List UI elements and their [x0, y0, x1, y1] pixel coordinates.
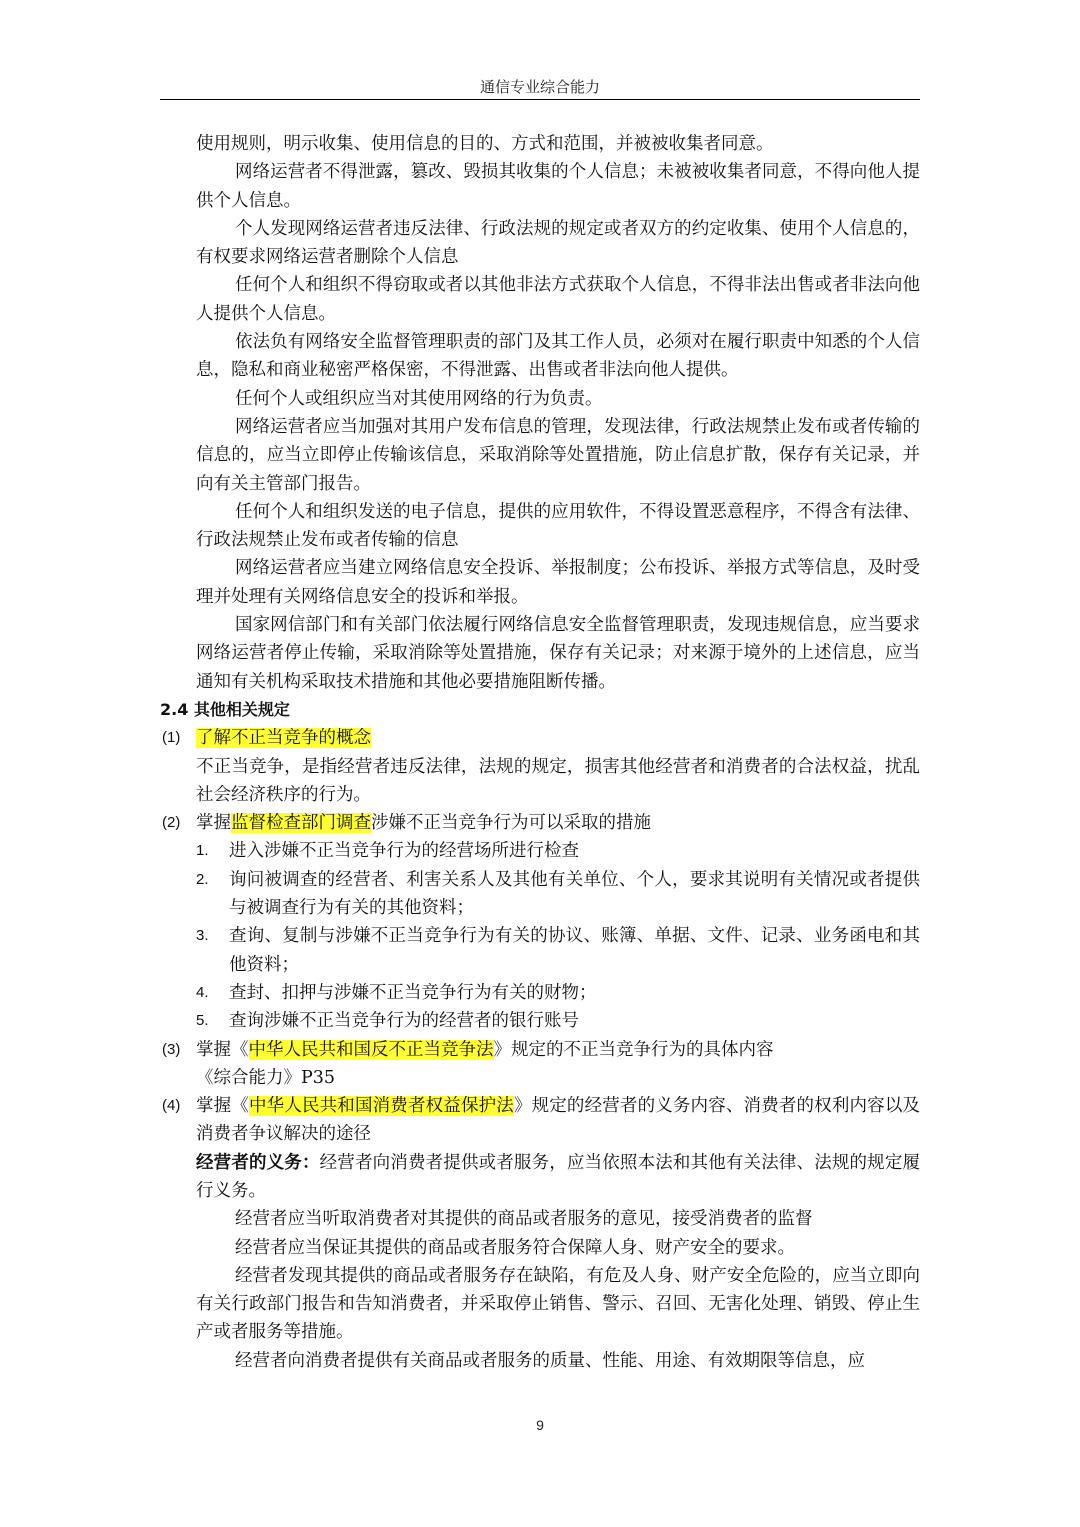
header-rule	[160, 99, 920, 100]
sub-item-number: 4.	[196, 983, 209, 1001]
item-text: 掌握《	[196, 1096, 249, 1117]
sub-list-item	[160, 922, 920, 979]
paragraph: 使用规则，明示收集、使用信息的目的、方式和范围，并被被收集者同意。	[196, 134, 774, 154]
paragraph: 经营者应当保证其提供的商品或者服务符合保障人身、财产安全的要求。	[235, 1237, 795, 1258]
section-title: 其他相关规定	[193, 699, 290, 719]
paragraph: 任何个人或组织应当对其使用网络的行为负责。	[235, 388, 603, 409]
sub-item-text: 进入涉嫌不正当竞争行为的经营场所进行检查	[229, 841, 579, 862]
paragraph: 不正当竞争，是指经营者违反法律，法规的规定，损害其他经营者和消费者的合法权益，扰乱社会经济秩序的行为。	[196, 756, 920, 805]
list-item-4	[160, 1092, 920, 1149]
item-text: 掌握	[196, 813, 231, 834]
paragraph-text: 经营者向消费者提供或者服务，应当依照本法和其他有关法律、法规的规定履行义务。	[196, 1152, 921, 1201]
sub-item-text: 查询涉嫌不正当竞争行为的经营者的银行账号	[229, 1011, 579, 1032]
paragraph: 个人发现网络运营者违反法律、行政法规的规定或者双方的约定收集、使用个人信息的，有权要求网络运营者删除个人信息	[196, 218, 920, 268]
document-body	[160, 130, 920, 1375]
paragraph: 国家网信部门和有关部门依法履行网络信息安全监督管理职责，发现违规信息，应当要求网络运营者停止传输，采取消除等处置措施，保存有关记录；对来源于境外的上述信息，应当通知有关机构采取技术措施和其他必要措施阻断传播。	[196, 615, 920, 692]
item-text: 》规定的经营者的义务内容、消费者的权利内容以及消费者争议解决的途径	[196, 1096, 921, 1145]
sub-item-number: 3.	[196, 927, 209, 945]
reference-text: 《综合能力》P35	[196, 1067, 336, 1088]
paragraph: 网络运营者应当建立网络信息安全投诉、举报制度；公布投诉、举报方式等信息，及时受理并处理有关网络信息安全的投诉和举报。	[196, 558, 920, 607]
sub-list-item	[160, 866, 920, 923]
section-heading	[160, 696, 920, 724]
sub-item-text: 查询、复制与涉嫌不正当竞争行为有关的协议、账簿、单据、文件、记录、业务函电和其他资料；	[229, 926, 920, 975]
item-number: (3)	[162, 1040, 181, 1058]
item-text: 掌握《	[196, 1039, 249, 1060]
item-number: (4)	[162, 1097, 181, 1115]
section-number: 2.4	[160, 699, 189, 719]
sub-item-text: 查封、扣押与涉嫌不正当竞争行为有关的财物；	[229, 982, 597, 1003]
sub-item-number: 1.	[196, 842, 209, 860]
page-header: 通信专业综合能力	[479, 78, 600, 96]
sub-item-number: 5.	[196, 1012, 209, 1030]
item-number: (1)	[162, 729, 181, 747]
sub-list-item	[160, 837, 920, 865]
page-number: 9	[536, 1417, 544, 1433]
paragraph	[160, 1149, 920, 1206]
item-text: 涉嫌不正当竞争行为可以采取的措施	[371, 813, 651, 834]
paragraph: 任何个人和组织不得窃取或者以其他非法方式获取个人信息，不得非法出售或者非法向他人提供个人信息。	[196, 275, 920, 324]
highlighted-text: 监督检查部门调查	[231, 813, 371, 834]
highlighted-text: 中华人民共和国反不正当竞争法	[248, 1039, 494, 1060]
sub-item-number: 2.	[196, 870, 209, 888]
paragraph: 依法负有网络安全监督管理职责的部门及其工作人员，必须对在履行职责中知悉的个人信息，隐私和商业秘密严格保密，不得泄露、出售或者非法向他人提供。	[196, 332, 920, 381]
list-item-2	[160, 809, 920, 837]
paragraph: 经营者应当听取消费者对其提供的商品或者服务的意见，接受消费者的监督	[235, 1209, 813, 1230]
highlighted-text: 中华人民共和国消费者权益保护法	[249, 1096, 514, 1117]
paragraph: 经营者发现其提供的商品或者服务存在缺陷，有危及人身、财产安全危险的，应当立即向有关行政部门报告和告知消费者，并采取停止销售、警示、召回、无害化处理、销毁、停止生产或者服务等措施。	[196, 1265, 920, 1343]
highlighted-text: 了解不正当竞争的概念	[196, 728, 371, 749]
list-item-3	[160, 1036, 920, 1064]
sub-list-item	[160, 979, 920, 1007]
paragraph: 经营者向消费者提供有关商品或者服务的质量、性能、用途、有效期限等信息，应	[235, 1350, 865, 1371]
sub-list-item	[160, 1007, 920, 1035]
paragraph: 网络运营者不得泄露，篡改、毁损其收集的个人信息；未被被收集者同意，不得向他人提供个人信息。	[196, 162, 920, 211]
bold-label: 经营者的义务：	[196, 1152, 320, 1173]
list-item-1	[160, 724, 920, 752]
item-text: 》规定的不正当竞争行为的具体内容	[493, 1039, 774, 1060]
item-number: (2)	[162, 814, 181, 832]
paragraph: 任何个人和组织发送的电子信息，提供的应用软件，不得设置恶意程序，不得含有法律、行政法规禁止发布或者传输的信息	[196, 501, 920, 551]
paragraph: 网络运营者应当加强对其用户发布信息的管理，发现法律，行政法规禁止发布或者传输的信息的，应当立即停止传输该信息，采取消除等处置措施，防止信息扩散，保存有关记录，并向有关主管部门报告。	[196, 416, 920, 494]
sub-item-text: 询问被调查的经营者、利害关系人及其他有关单位、个人，要求其说明有关情况或者提供与被调查行为有关的其他资料；	[229, 869, 920, 919]
